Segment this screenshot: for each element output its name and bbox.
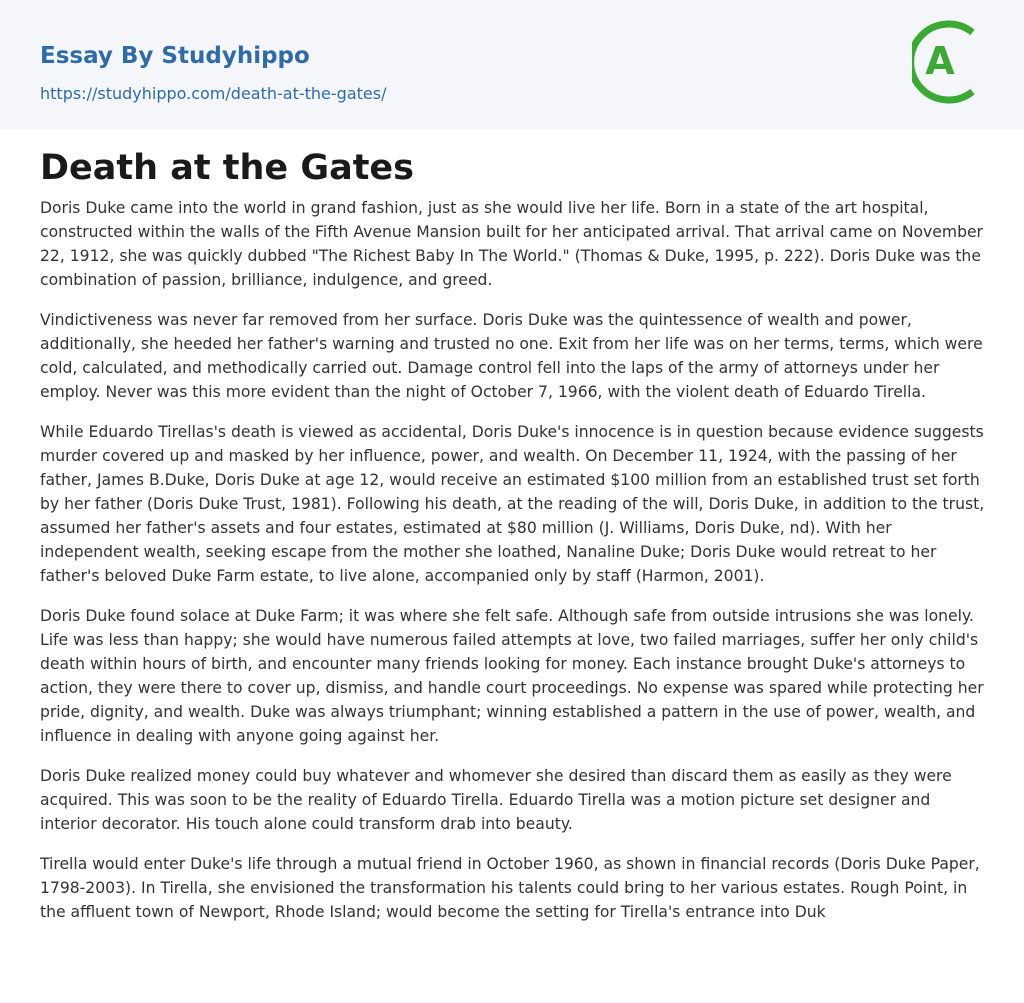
- logo-letter: A: [925, 39, 955, 83]
- site-brand[interactable]: Essay By Studyhippo: [40, 43, 310, 69]
- paragraph-1: Doris Duke came into the world in grand fashion, just as she would live her life. Born in a state of the art hospital, constructed within the walls of the Fifth Avenue Mansion built for her anticipated arrival. That arrival came on November 22, 1912, she was quickly dubbed "The Richest Baby In The World." (Thomas & Duke, 1995, p. 222). Doris Duke was the combination of passion, brilliance, indulgence, and greed.: [40, 199, 983, 289]
- article-url-link[interactable]: https://studyhippo.com/death-at-the-gates/: [40, 84, 387, 103]
- paragraph-3: While Eduardo Tirellas's death is viewed as accidental, Doris Duke's innocence is in question because evidence suggests murder covered up and masked by her influence, power, and wealth. On December 11, 1924, with the passing of her father, James B.Duke, Doris Duke at age 12, would receive an estimated $100 million from an established trust set forth by her father (Doris Duke Trust, 1981). Following his death, at the reading of the will, Doris Duke, in addition to the trust, assumed her father's assets and four estates, estimated at $80 million (J. Williams, Doris Duke, nd). With her independent wealth, seeking escape from the mother she loathed, Nanaline Duke; Doris Duke would retreat to her father's beloved Duke Farm estate, to live alone, accompanied only by staff (Harmon, 2001).: [40, 423, 985, 585]
- paragraph-5: Doris Duke realized money could buy whatever and whomever she desired than discard them as easily as they were acquired. This was soon to be the reality of Eduardo Tirella. Eduardo Tirella was a motion picture set designer and interior decorator. His touch alone could transform drab into beauty.: [40, 767, 952, 833]
- studyhippo-logo-icon[interactable]: [912, 19, 986, 105]
- article-body: [40, 146, 985, 940]
- paragraph-6: Tirella would enter Duke's life through a mutual friend in October 1960, as shown in financial records (Doris Duke Paper, 1798-2003). In Tirella, she envisioned the transformation his talents could bring to her various estates. Rough Point, in the affluent town of Newport, Rhode Island; would become the setting for Tirella's entrance into Duk: [40, 855, 980, 921]
- site-header: [0, 0, 1024, 129]
- paragraph-4: Doris Duke found solace at Duke Farm; it was where she felt safe. Although safe from outside intrusions she was lonely. Life was less than happy; she would have numerous failed attempts at love, two failed marriages, suffer her only child's death within hours of birth, and encounter many friends looking for money. Each instance brought Duke's attorneys to action, they were there to cover up, dismiss, and handle court proceedings. No expense was spared while protecting her pride, dignity, and wealth. Duke was always triumphant; winning established a pattern in the use of power, wealth, and influence in dealing with anyone going against her.: [40, 607, 984, 745]
- article-title: Death at the Gates: [40, 148, 414, 188]
- paragraph-2: Vindictiveness was never far removed from her surface. Doris Duke was the quintessence of wealth and power, additionally, she heeded her father's warning and trusted no one. Exit from her life was on her terms, terms, which were cold, calculated, and methodically carried out. Damage control fell into the laps of the army of attorneys under her employ. Never was this more evident than the night of October 7, 1966, with the violent death of Eduardo Tirella.: [40, 311, 983, 401]
